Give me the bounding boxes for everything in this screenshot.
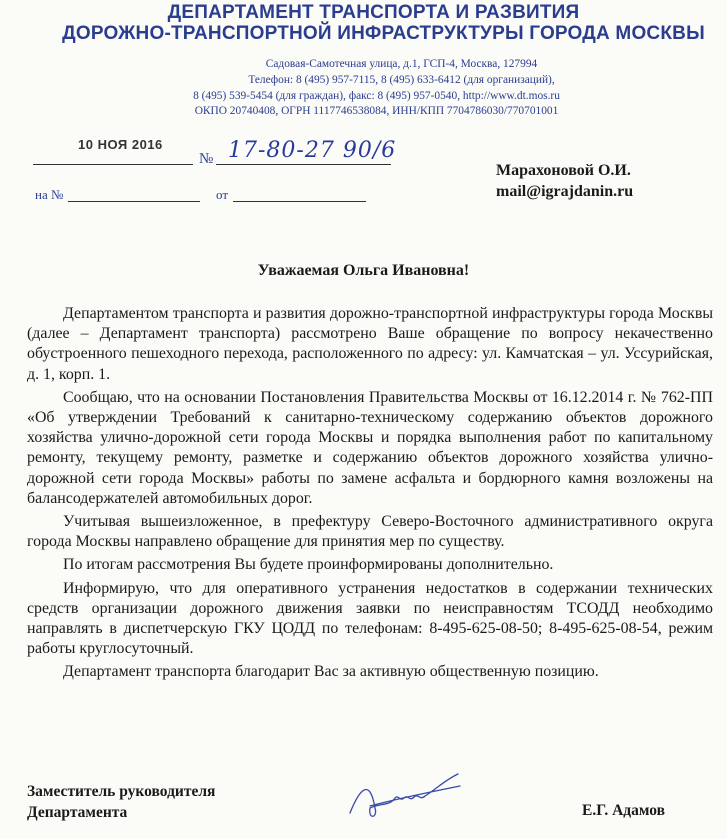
paragraph-2: Сообщаю, что на основании Постановления Правительства Москвы от 16.12.2014 г. № 762-ПП «Об утверждении Требований к санитарно-техническому содержанию объектов дорожного хозяйства улично-дорожной сети города Москвы и порядка выполнения работ по капитальному ремонту, текущему ремонту, разметке и содержанию объектов дорожного хозяйства улично-дорожной сети города Москвы» работы по замене асфальта и бордюрного камня возложены на балансодержателей автомобильных дорог.: [27, 388, 713, 507]
reference-number-line: [68, 201, 200, 202]
signatory-title: [27, 781, 215, 823]
paragraph-4: По итогам рассмотрения Вы будете проинформированы дополнительно.: [63, 556, 554, 574]
recipient-email: mail@igrajdanin.ru: [496, 183, 634, 200]
recipient-name: Марахоновой О.И.: [496, 162, 631, 179]
recipient-block: [496, 160, 633, 202]
number-line: [216, 164, 391, 165]
paragraph-5: Информирую, что для оперативного устранения недостатков в содержании технических средств организации дорожного движения заявки по неисправностям ТСОДД необходимо направлять в диспетчерскую ГКУ ЦОДД по телефонам: 8-495-625-08-50; 8-495-625-08-54, режим работы круглосуточный.: [27, 579, 713, 658]
contact-address: Садовая-Самотечная улица, д.1, ГСП-4, Москва, 127994: [265, 58, 538, 70]
registration-date-stamp: 10 НОЯ 2016: [78, 137, 163, 152]
signatory-name: Е.Г. Адамов: [582, 802, 665, 819]
reference-date-label: от: [216, 187, 229, 202]
paragraph-1: Департаментом транспорта и развития дорожно-транспортной инфраструктуры города Москвы (далее – Департамент транспорта) рассмотрено Ваше обращение по вопросу некачественно обустроенного пешеходного перехода, расположенного по адресу: ул. Камчатская – ул. Уссурийская, д. 1, корп. 1.: [27, 305, 713, 383]
signatory-title-line2: Департамента: [27, 804, 128, 821]
contact-codes: ОКПО 20740408, ОГРН 1117746538084, ИНН/КПП 7704786030/770701001: [194, 105, 559, 117]
contact-phones-citizens: 8 (495) 539-5454 (для граждан), факс: 8 (495) 957-0540, http://www.dt.mos.ru: [193, 90, 560, 102]
letterhead-title-line2: ДОРОЖНО-ТРАНСПОРТНОЙ ИНФРАСТРУКТУРЫ ГОРОДА МОСКВЫ: [62, 23, 705, 44]
paragraph-6: Департамент транспорта благодарит Вас за активную общественную позицию.: [63, 663, 599, 681]
handwritten-registration-number: 17-80-27 90/6: [228, 138, 397, 163]
signatory-title-line1: Заместитель руководителя: [27, 783, 216, 800]
date-line: [33, 164, 193, 165]
reference-date-line: [233, 201, 366, 202]
number-sign: №: [199, 151, 214, 167]
greeting: Уважаемая Ольга Ивановна!: [257, 262, 470, 279]
letter-body: [27, 304, 713, 686]
reference-number-label: на №: [35, 187, 64, 202]
letterhead-title-line1: ДЕПАРТАМЕНТ ТРАНСПОРТА И РАЗВИТИЯ: [167, 2, 580, 23]
contact-phones-org: Телефон: 8 (495) 957-7115, 8 (495) 633-6412 (для организаций),: [248, 74, 555, 86]
handwritten-signature-icon: [340, 768, 480, 828]
paragraph-3: Учитывая вышеизложенное, в префектуру Северо-Восточного административного округа города Москвы направлено обращение для принятия мер по существу.: [27, 513, 713, 551]
